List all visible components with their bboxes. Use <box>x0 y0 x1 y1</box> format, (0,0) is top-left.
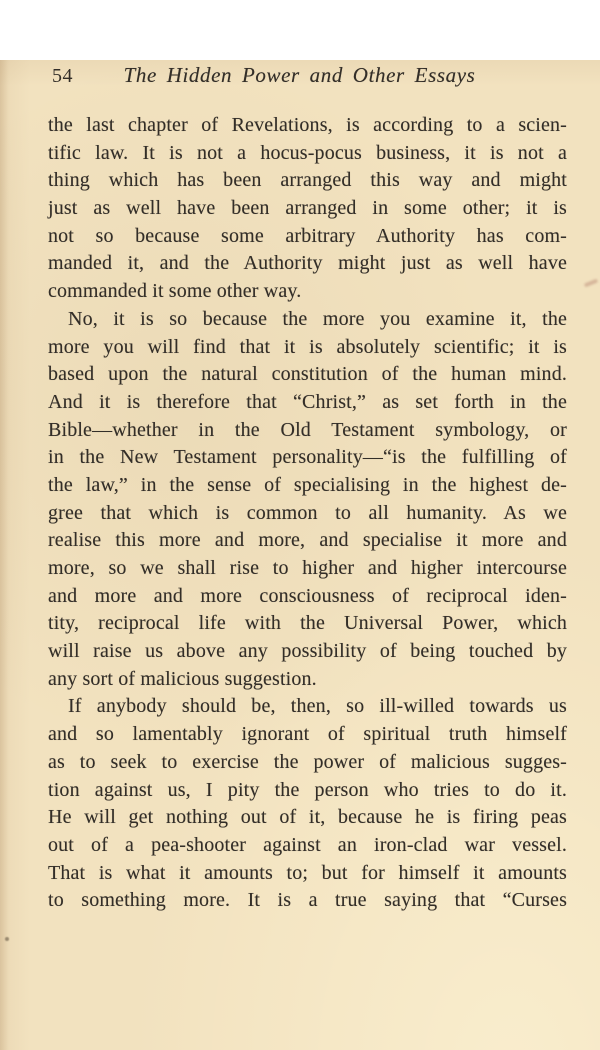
text-line: the law,” in the sense of specialising in the highest de- <box>48 473 567 496</box>
scan-speck-left <box>5 937 9 941</box>
text-line: not so because some arbitrary Authority has com- <box>48 224 567 247</box>
paragraph-2 <box>48 306 567 694</box>
text-line: based upon the natural constitution of the human mind. <box>48 363 567 386</box>
text-line: just as well have been arranged in some other; it is <box>48 197 567 220</box>
text-line: If anybody should be, then, so ill-willed towards us <box>68 695 567 718</box>
text-line: any sort of malicious suggestion. <box>48 667 317 690</box>
text-line: thing which has been arranged this way and might <box>48 169 567 192</box>
text-line: Bible—whether in the Old Testament symbology, or <box>48 418 567 441</box>
text-line: out of a pea-shooter against an iron-clad war vessel. <box>48 833 567 856</box>
text-line: tity, reciprocal life with the Universal Power, which <box>48 612 567 635</box>
text-line: gree that which is common to all humanity. As we <box>48 501 567 524</box>
running-title: The Hidden Power and Other Essays <box>123 63 476 87</box>
page-number: 54 <box>52 65 73 87</box>
text-line: and more and more consciousness of reciprocal iden- <box>48 584 567 607</box>
running-header <box>48 60 567 90</box>
text-line: to something more. It is a true saying that “Curses <box>48 889 567 912</box>
text-line: will raise us above any possibility of being touched by <box>48 640 567 663</box>
page-body <box>48 112 567 915</box>
text-line: and so lamentably ignorant of spiritual truth himself <box>48 723 567 746</box>
text-line: manded it, and the Authority might just as well have <box>48 252 567 275</box>
text-line: No, it is so because the more you examine it, the <box>68 307 567 330</box>
text-line: commanded it some other way. <box>48 280 302 303</box>
scan-smudge-right <box>584 279 598 288</box>
text-line: He will get nothing out of it, because he is firing peas <box>48 806 567 829</box>
paragraph-3 <box>48 693 567 915</box>
text-line: tion against us, I pity the person who tries to do it. <box>48 778 567 801</box>
text-line: more, so we shall rise to higher and higher intercourse <box>48 557 567 579</box>
text-line: more you will find that it is absolutely scientific; it is <box>48 335 567 358</box>
paragraph-1 <box>48 112 567 306</box>
text-line: That is what it amounts to; but for himself it amounts <box>48 861 567 884</box>
text-line: as to seek to exercise the power of malicious sugges- <box>48 750 567 773</box>
book-page-scan <box>0 60 600 1050</box>
page-edge-shadow <box>0 60 8 1050</box>
text-line: in the New Testament personality—“is the fulfilling of <box>48 446 567 469</box>
text-line: realise this more and more, and specialise it more and <box>48 529 567 552</box>
text-line: And it is therefore that “Christ,” as set forth in the <box>48 390 567 413</box>
text-line: the last chapter of Revelations, is according to a scien- <box>48 114 567 136</box>
text-line: tific law. It is not a hocus-pocus business, it is not a <box>48 141 567 164</box>
